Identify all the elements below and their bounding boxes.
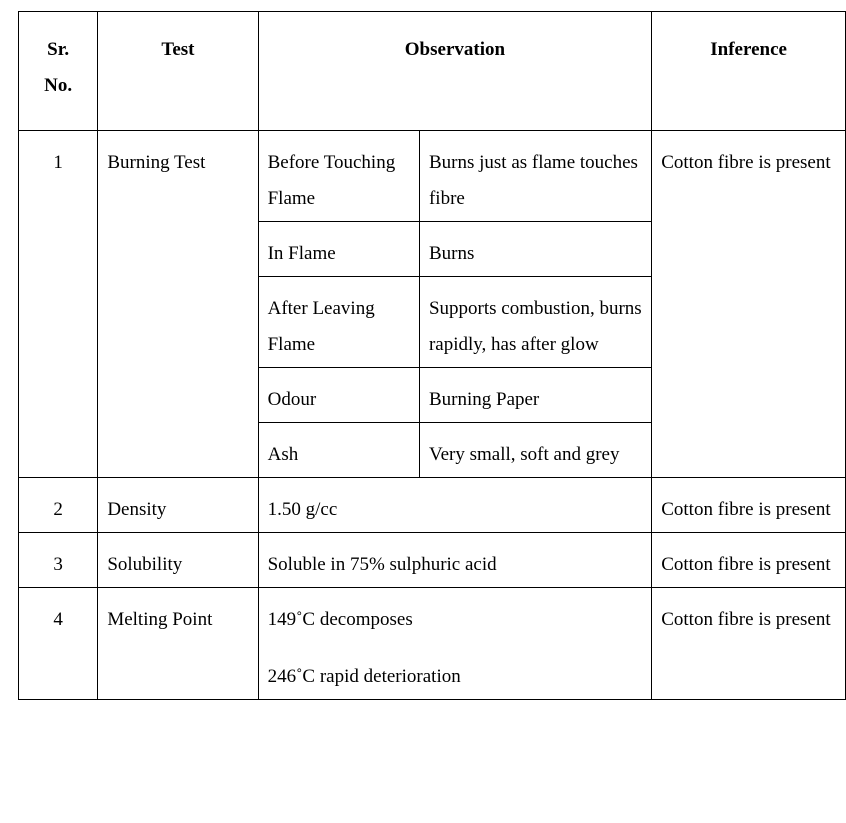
test-cell: Melting Point [98, 588, 258, 700]
observation-label: Before Touching Flame [258, 131, 419, 222]
test-cell: Burning Test [98, 131, 258, 478]
observation-label: Ash [258, 423, 419, 478]
fibre-test-table [18, 11, 846, 700]
observation-value: Very small, soft and grey [419, 423, 651, 478]
observation-value: Burns just as flame touches fibre [419, 131, 651, 222]
observation-label: Odour [258, 368, 419, 423]
observation-line: 246˚C rapid deterioration [267, 666, 461, 687]
document-page [18, 11, 846, 700]
header-test: Test [98, 12, 258, 131]
observation-line: 149˚C decomposes [267, 609, 413, 630]
sr-cell: 4 [19, 588, 98, 700]
inference-cell: Cotton fibre is present [652, 131, 846, 478]
sr-cell: 3 [19, 533, 98, 588]
inference-cell: Cotton fibre is present [652, 533, 846, 588]
header-sr-line2: No. [44, 75, 73, 96]
inference-cell: Cotton fibre is present [652, 588, 846, 700]
observation-value: Burns [419, 222, 651, 277]
observation-label: After Leaving Flame [258, 277, 419, 368]
header-row [19, 12, 846, 131]
table-row [19, 533, 846, 588]
header-inference: Inference [652, 12, 846, 131]
sr-cell: 1 [19, 131, 98, 478]
header-sr-line1: Sr. [47, 39, 70, 60]
header-observation: Observation [258, 12, 652, 131]
test-cell: Density [98, 478, 258, 533]
observation-value: Burning Paper [419, 368, 651, 423]
observation-cell [258, 588, 652, 700]
test-cell: Solubility [98, 533, 258, 588]
observation-value: Supports combustion, burns rapidly, has after glow [419, 277, 651, 368]
observation-label: In Flame [258, 222, 419, 277]
observation-cell: 1.50 g/cc [258, 478, 652, 533]
header-sr-no [19, 12, 98, 131]
table-row [19, 131, 846, 222]
observation-cell: Soluble in 75% sulphuric acid [258, 533, 652, 588]
table-row [19, 478, 846, 533]
sr-cell: 2 [19, 478, 98, 533]
table-row [19, 588, 846, 700]
inference-cell: Cotton fibre is present [652, 478, 846, 533]
